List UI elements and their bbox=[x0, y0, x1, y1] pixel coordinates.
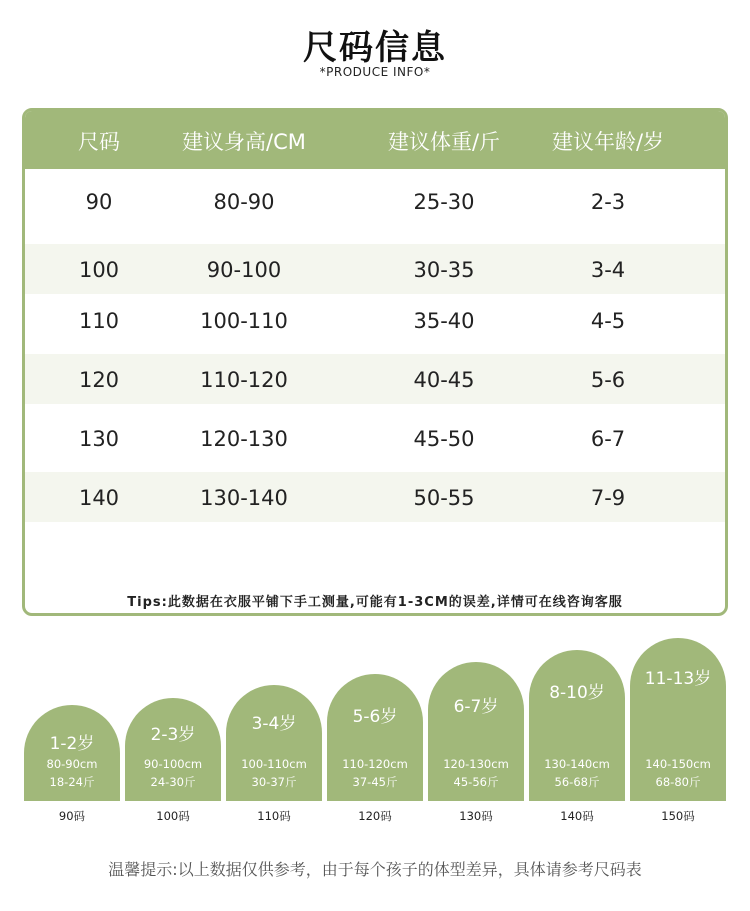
table-tips: Tips:此数据在衣服平铺下手工测量,可能有1-3CM的误差,详情可在线咨询客服 bbox=[127, 595, 623, 610]
cell-size: 130 bbox=[78, 427, 120, 451]
arch-age: 5-6岁 bbox=[352, 707, 398, 727]
arch-height: 130-140cm bbox=[544, 757, 610, 771]
cell-weight: 40-45 bbox=[413, 368, 475, 392]
cell-height: 100-110 bbox=[200, 309, 288, 333]
arch-weight: 37-45斤 bbox=[352, 775, 398, 789]
cell-age: 4-5 bbox=[590, 309, 626, 333]
page-title: 尺码信息 bbox=[303, 28, 447, 68]
size-guide-arch bbox=[630, 638, 726, 801]
cell-height: 120-130 bbox=[200, 427, 288, 451]
arch-age: 1-2岁 bbox=[49, 734, 95, 754]
table-row bbox=[25, 176, 725, 226]
cell-height: 130-140 bbox=[200, 486, 288, 510]
cell-age: 7-9 bbox=[590, 486, 626, 510]
arch-weight: 68-80斤 bbox=[655, 775, 701, 789]
arch-height: 90-100cm bbox=[143, 757, 203, 771]
cell-weight: 30-35 bbox=[413, 258, 475, 282]
table-row bbox=[25, 472, 725, 522]
table-row bbox=[25, 295, 725, 345]
cell-height: 80-90 bbox=[213, 190, 275, 214]
arch-age: 3-4岁 bbox=[251, 714, 297, 734]
table-row bbox=[25, 354, 725, 404]
column-header-weight: 建议体重/斤 bbox=[387, 130, 501, 154]
table-row bbox=[25, 244, 725, 294]
arch-age: 2-3岁 bbox=[150, 725, 196, 745]
arch-height: 110-120cm bbox=[342, 757, 408, 771]
cell-age: 5-6 bbox=[590, 368, 626, 392]
page-subtitle: *PRODUCE INFO* bbox=[319, 65, 431, 79]
footer-note: 温馨提示:以上数据仅供参考，由于每个孩子的体型差异，具体请参考尺码表 bbox=[108, 860, 642, 879]
cell-age: 6-7 bbox=[590, 427, 626, 451]
cell-weight: 25-30 bbox=[413, 190, 475, 214]
column-header-age: 建议年龄/岁 bbox=[551, 130, 665, 154]
size-guide-arch bbox=[226, 685, 322, 801]
arch-size-label: 90码 bbox=[58, 809, 86, 823]
arch-size-label: 110码 bbox=[257, 809, 291, 823]
arch-height: 140-150cm bbox=[645, 757, 711, 771]
arch-weight: 24-30斤 bbox=[150, 775, 196, 789]
cell-size: 120 bbox=[78, 368, 120, 392]
arch-height: 120-130cm bbox=[443, 757, 509, 771]
arch-size-label: 130码 bbox=[459, 809, 493, 823]
arch-weight: 30-37斤 bbox=[251, 775, 297, 789]
table-row bbox=[25, 413, 725, 463]
arch-age: 11-13岁 bbox=[644, 669, 712, 689]
arch-age: 8-10岁 bbox=[549, 683, 605, 703]
cell-weight: 50-55 bbox=[413, 486, 475, 510]
arch-weight: 56-68斤 bbox=[554, 775, 600, 789]
table-header bbox=[25, 111, 725, 169]
arch-size-label: 100码 bbox=[156, 809, 190, 823]
cell-weight: 35-40 bbox=[413, 309, 475, 333]
arch-weight: 18-24斤 bbox=[49, 775, 95, 789]
cell-size: 100 bbox=[78, 258, 120, 282]
size-table bbox=[22, 108, 728, 616]
cell-weight: 45-50 bbox=[413, 427, 475, 451]
arch-size-label: 120码 bbox=[358, 809, 392, 823]
arch-size-label: 140码 bbox=[560, 809, 594, 823]
column-header-size: 尺码 bbox=[78, 130, 120, 154]
size-guide-arch bbox=[24, 705, 120, 801]
arch-size-label: 150码 bbox=[661, 809, 695, 823]
cell-height: 90-100 bbox=[206, 258, 282, 282]
cell-size: 90 bbox=[85, 190, 113, 214]
arch-height: 100-110cm bbox=[241, 757, 307, 771]
size-guide-arch bbox=[529, 650, 625, 801]
arch-weight: 45-56斤 bbox=[453, 775, 499, 789]
column-header-height: 建议身高/CM bbox=[182, 130, 306, 154]
arch-height: 80-90cm bbox=[46, 757, 98, 771]
cell-age: 2-3 bbox=[590, 190, 626, 214]
size-guide-arch bbox=[428, 662, 524, 801]
arch-age: 6-7岁 bbox=[453, 697, 499, 717]
size-guide-arch bbox=[327, 674, 423, 801]
cell-size: 110 bbox=[78, 309, 120, 333]
size-guide-arch bbox=[125, 698, 221, 801]
cell-age: 3-4 bbox=[590, 258, 626, 282]
cell-height: 110-120 bbox=[200, 368, 288, 392]
cell-size: 140 bbox=[78, 486, 120, 510]
